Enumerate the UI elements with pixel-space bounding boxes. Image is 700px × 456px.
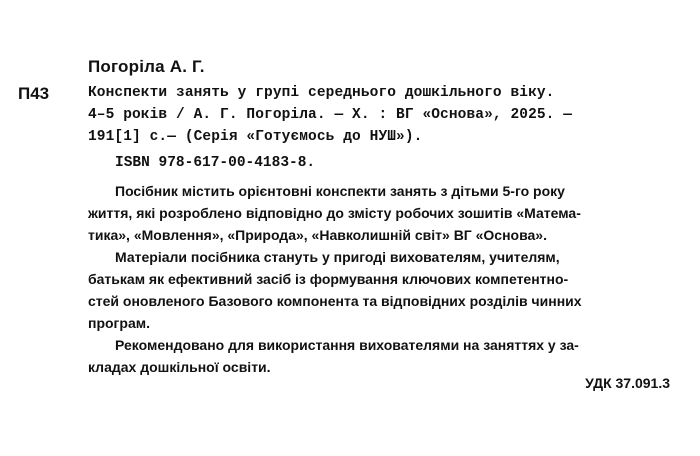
annotation [88, 180, 670, 378]
biblio-line: 4–5 років / А. Г. Погоріла. — Х. : ВГ «Основа», 2025. — [88, 107, 573, 123]
annotation-line: Посібник містить орієнтовні конспекти занять з дітьми 5-го року [115, 183, 565, 199]
annotation-line: Матеріали посібника стануть у пригоді вихователям, учителям, [115, 249, 560, 265]
annotation-line: життя, які розроблено відповідно до змісту робочих зошитів «Матема- [88, 205, 581, 221]
annotation-line: стей оновленого Базового компонента та відповідних розділів чинних [88, 293, 582, 309]
author-name: Погоріла А. Г. [88, 57, 205, 76]
annotation-line: тика», «Мовлення», «Природа», «Навколишній світ» ВГ «Основа». [88, 227, 547, 243]
author-sign-code: П43 [18, 84, 50, 103]
biblio-line: 191[1] с.— (Серія «Готуємось до НУШ»). [88, 129, 423, 145]
annotation-line: батькам як ефективний засіб із формування ключових компетентно- [88, 271, 569, 287]
bibliographic-description [88, 82, 670, 148]
udc-code: УДК 37.091.3 [585, 375, 670, 391]
biblio-line: Конспекти занять у групі середнього дошкільного віку. [88, 85, 555, 101]
isbn: ISBN 978-617-00-4183-8. [115, 155, 316, 171]
annotation-line: кладах дошкільної освіти. [88, 359, 271, 375]
annotation-line: програм. [88, 315, 150, 331]
annotation-line: Рекомендовано для використання вихователями на заняттях у за- [115, 337, 579, 353]
